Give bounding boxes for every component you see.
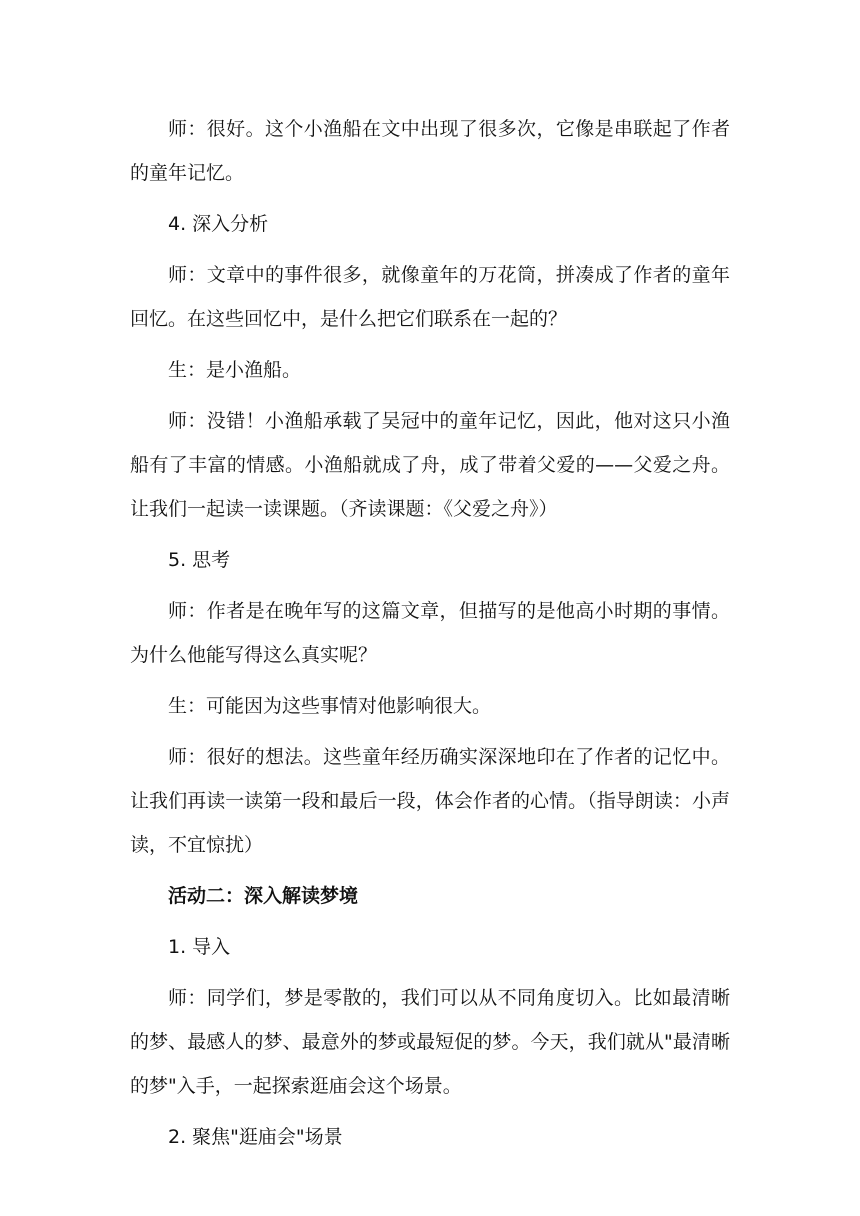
activity-2-heading: 活动二：深入解读梦境 — [168, 885, 359, 907]
paragraph-teacher-good: 师：很好。这个小渔船在文中出现了很多次，它像是串联起了作者的童年记忆。 — [130, 118, 730, 184]
document-page — [130, 107, 730, 1166]
section-5-heading: 5. 思考 — [168, 549, 231, 571]
paragraph-teacher-think: 师：作者是在晚年写的这篇文章，但描写的是他高小时期的事情。为什么他能写得这么真实呢？ — [130, 600, 730, 666]
item-1-heading: 1. 导入 — [168, 936, 231, 958]
paragraph-teacher-reading: 师：很好的想法。这些童年经历确实深深地印在了作者的记忆中。让我们再读一读第一段和最后一段，体会作者的心情。（指导朗读：小声读，不宜惊扰） — [130, 746, 730, 856]
section-4-heading: 4. 深入分析 — [168, 213, 269, 235]
paragraph-teacher-question: 师：文章中的事件很多，就像童年的万花筒，拼凑成了作者的童年回忆。在这些回忆中，是什么把它们联系在一起的？ — [130, 264, 730, 330]
item-2-heading: 2. 聚焦"逛庙会"场景 — [168, 1126, 343, 1148]
paragraph-student-answer: 生：是小渔船。 — [168, 359, 302, 381]
paragraph-teacher-boat: 师：没错！小渔船承载了吴冠中的童年记忆，因此，他对这只小渔船有了丰富的情感。小渔船就成了舟，成了带着父爱的——父爱之舟。让我们一起读一读课题。（齐读课题：《父爱之舟》） — [130, 410, 730, 520]
paragraph-teacher-dream: 师：同学们，梦是零散的，我们可以从不同角度切入。比如最清晰的梦、最感人的梦、最意外的梦或最短促的梦。今天，我们就从"最清晰的梦"入手，一起探索逛庙会这个场景。 — [130, 987, 730, 1097]
paragraph-student-think: 生：可能因为这些事情对他影响很大。 — [168, 695, 492, 717]
